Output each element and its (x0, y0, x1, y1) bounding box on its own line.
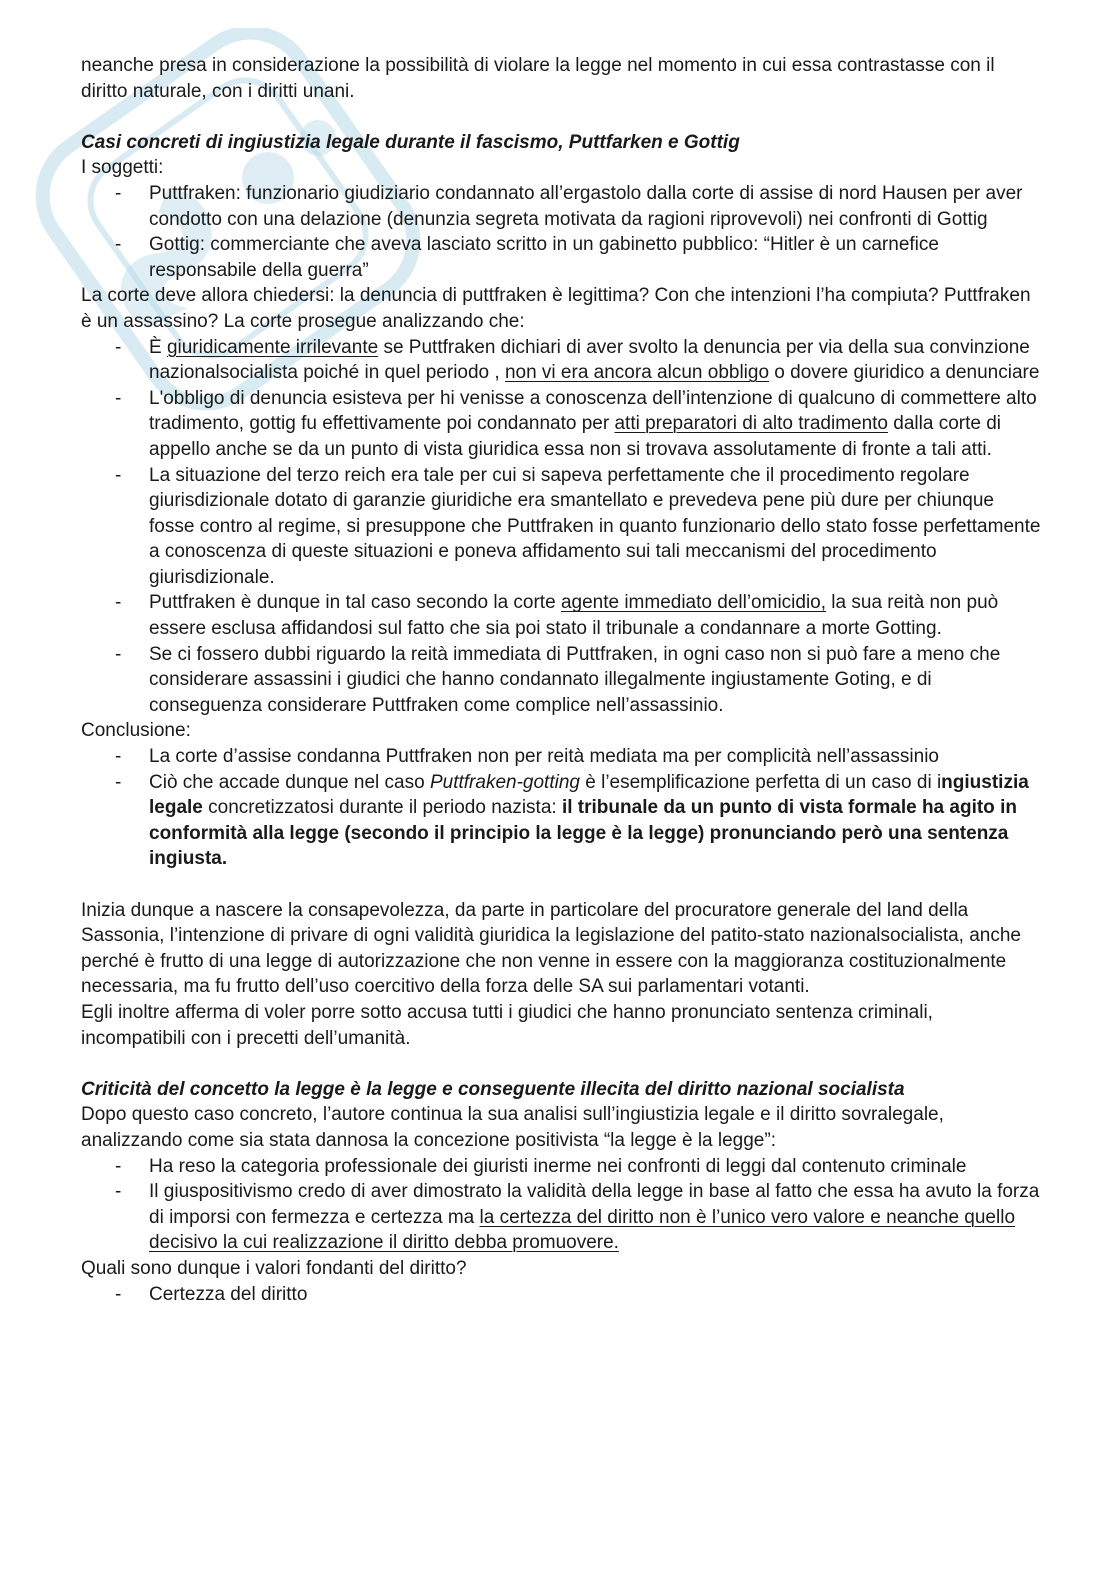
list-item: - La situazione del terzo reich era tale per cui si sapeva perfettamente che il procedimento regolare giurisdizionale dotato di garanzie giuridiche era smantellato e prevedeva pene più dure per chiunque fosse contro al regime, si presuppone che Puttfraken in quanto funzionario dello stato fosse perfettamente a conoscenza di queste situazioni e poneva affidamento sui tali meccanismi del procedimento giurisdizionale. (81, 463, 1041, 591)
conclusion-label: Conclusione: (81, 720, 191, 742)
list-item: - La corte d’assise condanna Puttfraken non per reità mediata ma per complicità nell’assassinio (81, 744, 1041, 770)
paragraph-consapevolezza: Inizia dunque a nascere la consapevolezza, da parte in particolare del procuratore generale del land della Sassonia, l’intenzione di privare di ogni validità giuridica la legislazione del patito-stato nazionalsocialista, anche perché è frutto di una legge di autorizzazione che non venne in essere con la maggioranza costituzionalmente necessaria, ma fu frutto dell’uso coercitivo della forza delle SA sui parlamentari votanti. (81, 899, 1021, 998)
underlined-phrase: la certezza del diritto non è l’unico vero valore e neanche quello decisivo la cui realizzazione il diritto debba promuovere. (149, 1206, 1016, 1254)
italic-phrase: Puttfraken-gotting (429, 771, 580, 793)
section-heading-casi-concreti: Casi concreti di ingiustizia legale durante il fascismo, Puttfarken e Gottig (81, 131, 740, 153)
spacer (81, 1051, 1041, 1077)
underlined-phrase: atti preparatori di alto tradimento (614, 413, 889, 435)
underlined-phrase: non vi era ancora alcun obbligo (504, 362, 770, 384)
spacer (81, 872, 1041, 898)
list-item: - Il giuspositivismo credo di aver dimostrato la validità della legge in base al fatto che essa ha avuto la forza di imporsi con fermezza e certezza ma la certezza del diritto non è l’unico vero valore e neanche quello decisivo la cui realizzazione il diritto debba promuovere. (81, 1179, 1041, 1256)
list-item: - Puttfraken: funzionario giudiziario condannato all’ergastolo dalla corte di assise di nord Hausen per aver condotto con una delazione (denunzia segreta motivata da ragioni riprovevoli) nei confronti di Gottig (81, 181, 1041, 232)
list-item: - Puttfraken è dunque in tal caso secondo la corte agente immediato dell’omicidio, la sua reità non può essere esclusa affidandosi sul fatto che sia poi stato il tribunale a condannare a morte Gotting. (81, 590, 1041, 641)
values-list (81, 1282, 1041, 1308)
list-item: - Certezza del diritto (81, 1282, 1041, 1308)
bold-phrase: ngiustizia legale (149, 771, 1029, 819)
intro-paragraph: neanche presa in considerazione la possibilità di violare la legge nel momento in cui essa contrastasse con il diritto naturale, con i diritti unani. (81, 55, 995, 102)
list-item: - Se ci fossero dubbi riguardo la reità immediata di Puttfraken, in ogni caso non si può fare a meno che considerare assassini i giudici che hanno condannato illegalmente ingiustamente Goting, e di conseguenza considerare Puttfraken come complice nell’assassinio. (81, 642, 1041, 719)
list-item: - Ha reso la categoria professionale dei giuristi inerme nei confronti di leggi dal contenuto criminale (81, 1154, 1041, 1180)
criticita-list (81, 1154, 1041, 1256)
paragraph-accusa: Egli inoltre afferma di voler porre sotto accusa tutti i giudici che hanno pronunciato sentenza criminali, incompatibili con i precetti dell’umanità. (81, 1001, 933, 1049)
list-item: - Gottig: commerciante che aveva lasciato scritto in un gabinetto pubblico: “Hitler è un carnefice responsabile della guerra” (81, 232, 1041, 283)
underlined-phrase: giuridicamente irrilevante (166, 336, 379, 358)
conclusion-list (81, 744, 1041, 872)
list-item: - Ciò che accade dunque nel caso Puttfraken-gotting è l’esemplificazione perfetta di un caso di ingiustizia legale concretizzatosi durante il periodo nazista: il tribunale da un punto di vista formale ha agito in conformità alla legge (secondo il principio la legge è la legge) pronunciando però una sentenza ingiusta. (81, 770, 1041, 872)
section2-intro: Dopo questo caso concreto, l’autore continua la sua analisi sull’ingiustizia legale e il diritto sovralegale, analizzando come sia stata dannosa la concezione positivista “la legge è la legge”: (81, 1104, 944, 1151)
section-heading-criticita: Criticità del concetto la legge è la legge e conseguente illecita del diritto nazional socialista (81, 1078, 905, 1100)
spacer (81, 104, 1041, 130)
court-question-paragraph: La corte deve allora chiedersi: la denuncia di puttfraken è legittima? Con che intenzioni l’ha compiuta? Puttfraken è un assassino? La corte prosegue analizzando che: (81, 285, 1031, 332)
analysis-list (81, 335, 1041, 719)
document-page (81, 53, 1041, 1307)
bold-phrase: il tribunale da un punto di vista formale ha agito in conformità alla legge (secondo il principio la legge è la legge) pronunciando però una sentenza ingiusta. (149, 797, 1017, 870)
subjects-list (81, 181, 1041, 283)
values-question: Quali sono dunque i valori fondanti del diritto? (81, 1257, 467, 1279)
subjects-label: I soggetti: (81, 157, 164, 179)
list-item: - È giuridicamente irrilevante se Puttfraken dichiari di aver svolto la denuncia per via della sua convinzione nazionalsocialista poiché in quel periodo , non vi era ancora alcun obbligo o dovere giuridico a denunciare (81, 335, 1041, 386)
underlined-phrase: agente immediato dell’omicidio, (560, 592, 827, 614)
list-item: - L'obbligo di denuncia esisteva per hi venisse a conoscenza dell’intenzione di qualcuno di commettere alto tradimento, gottig fu effettivamente poi condannato per atti preparatori di alto tradimento dalla corte di appello anche se da un punto di vista giuridica essa non si trovava assolutamente di fronte a tali atti. (81, 386, 1041, 463)
